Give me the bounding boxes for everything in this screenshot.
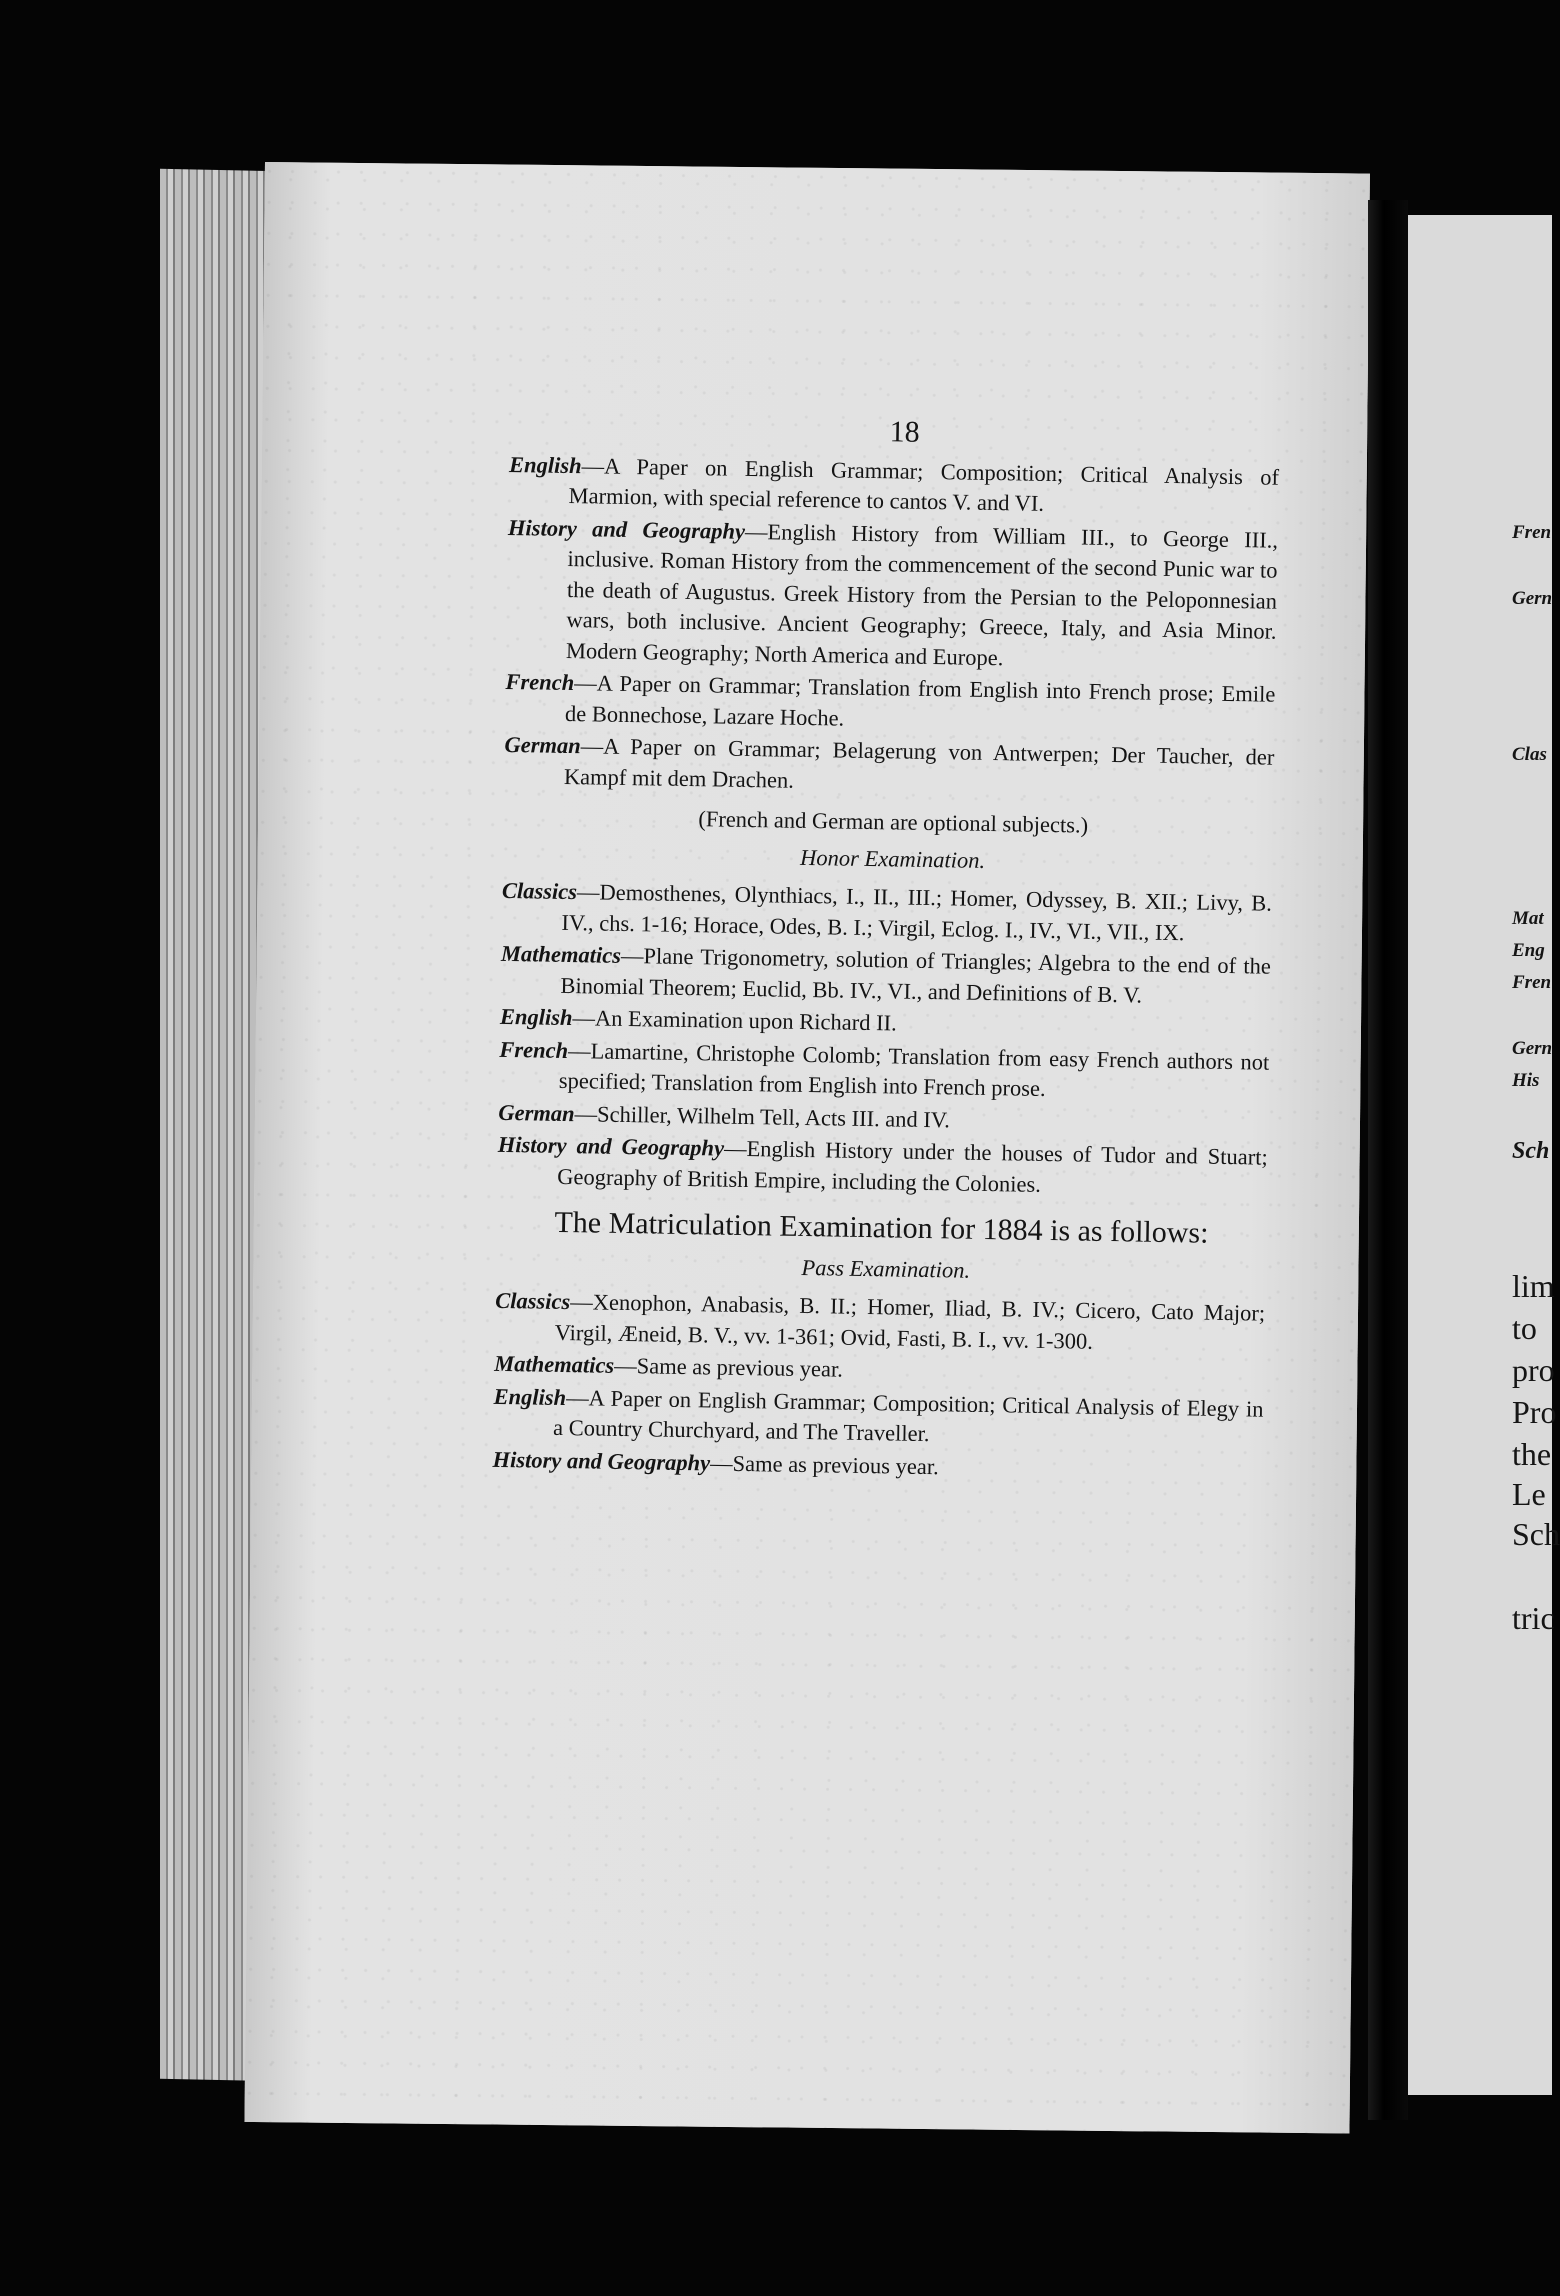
facing-fragment: Gern	[1512, 588, 1553, 609]
entry-label: English	[508, 451, 582, 478]
entry-label: French	[505, 668, 575, 696]
entry	[497, 1130, 1268, 1204]
entry	[504, 730, 1275, 804]
matriculation-heading: The Matriculation Examination for 1884 is as follows:	[554, 1205, 1209, 1250]
entry-text: —Same as previous year.	[613, 1352, 844, 1382]
facing-fragment: lim	[1512, 1268, 1555, 1304]
entry-label: German	[504, 731, 581, 759]
honor-heading: Honor Examination.	[799, 844, 986, 873]
book-gutter	[1368, 200, 1408, 2120]
entry-label: History and Geography	[492, 1446, 711, 1475]
entry	[499, 1034, 1270, 1108]
facing-fragment: Fren	[1512, 522, 1552, 543]
pass-heading: Pass Examination.	[801, 1254, 971, 1283]
entry-label: History and Geography	[497, 1131, 725, 1161]
facing-fragment: Sch	[1512, 1138, 1550, 1164]
entry-text: —Demosthenes, Olynthiacs, I., II., III.; Homer, Odyssey, B. XII.; Livy, B. IV., chs. 1-16; Horace, Odes, B. I.; Virgil, Eclog. I., IV., VI., VII., IX.	[561, 879, 1273, 945]
facing-fragment: Clas	[1512, 744, 1547, 765]
facing-fragment: the	[1512, 1436, 1552, 1472]
facing-fragment: Le	[1512, 1476, 1546, 1512]
entry-text: —A Paper on Grammar; Belagerung von Antwerpen; Der Taucher, der Kampf mit dem Drachen.	[563, 733, 1275, 793]
facing-fragment: pro	[1512, 1352, 1555, 1388]
entry-label: English	[493, 1383, 567, 1410]
entry-label: Mathematics	[493, 1350, 615, 1378]
entry-text: —English History from William III., to George III., inclusive. Roman History from the commencement of the second Punic war to the death of Augustus. Greek History from the Persian to the Peloponnesian wars, both inclusive. Ancient Geography; Greece, Italy, and Asia Minor. Modern Geography; North America and Europe.	[565, 518, 1279, 670]
facing-fragment: Fren	[1512, 972, 1552, 993]
entry	[493, 1381, 1264, 1455]
entry	[500, 939, 1271, 1013]
facing-fragment: Gern	[1512, 1038, 1553, 1059]
entry-text: —Same as previous year.	[709, 1449, 939, 1479]
facing-fragment: to	[1512, 1310, 1537, 1346]
facing-fragment: Sch	[1512, 1516, 1560, 1552]
entry-text: —English History under the houses of Tudor and Stuart; Geography of British Empire, including the Colonies.	[557, 1135, 1268, 1197]
page-text	[432, 410, 1280, 1490]
entry-label: French	[499, 1036, 569, 1063]
page-number: 18	[889, 415, 920, 449]
entry-label: German	[498, 1099, 575, 1126]
entry-label: Classics	[501, 877, 578, 905]
entry	[508, 449, 1279, 523]
entry-label: Classics	[495, 1287, 571, 1315]
facing-fragment: tric	[1512, 1600, 1555, 1636]
entry-text: —An Examination upon Richard II.	[572, 1005, 897, 1036]
entry-text: —Xenophon, Anabasis, B. II.; Homer, Iliad, B. IV.; Cicero, Cato Major; Virgil, Æneid, B. V., vv. 1-361; Ovid, Fasti, B. I., vv. 1-300.	[554, 1289, 1266, 1354]
facing-fragment: Eng	[1512, 940, 1545, 961]
entry-text: —Plane Trigonometry, solution of Triangles; Algebra to the end of the Binomial Theorem; Euclid, Bb. IV., VI., and Definitions of B. V.	[560, 942, 1272, 1008]
entry-text: —A Paper on English Grammar; Composition; Critical Analysis of Elegy in a Country Churchyard, and The Traveller.	[552, 1384, 1264, 1447]
facing-fragment: His	[1512, 1070, 1540, 1091]
entry	[501, 876, 1272, 950]
entry	[506, 512, 1278, 677]
entry-label: Mathematics	[500, 940, 622, 968]
optional-note: (French and German are optional subjects.)	[698, 806, 1089, 838]
entry-label: English	[499, 1003, 573, 1031]
facing-fragment: Pro	[1512, 1394, 1557, 1430]
entry-text: —Lamartine, Christophe Colomb; Translation from easy French authors not specified; Translation from English into French prose.	[558, 1037, 1270, 1101]
entry-text: —A Paper on Grammar; Translation from English into French prose; Emile de Bonnechose, Lazare Hoche.	[564, 670, 1276, 731]
entry	[505, 667, 1276, 741]
entry-text: —Schiller, Wilhelm Tell, Acts III. and IV.	[574, 1100, 951, 1132]
entry	[494, 1286, 1265, 1360]
entry-text: —A Paper on English Grammar; Composition; Critical Analysis of Marmion, with special reference to cantos V. and VI.	[568, 452, 1280, 516]
entry-label: History and Geography	[507, 514, 746, 544]
facing-fragment: Mat	[1512, 908, 1544, 929]
